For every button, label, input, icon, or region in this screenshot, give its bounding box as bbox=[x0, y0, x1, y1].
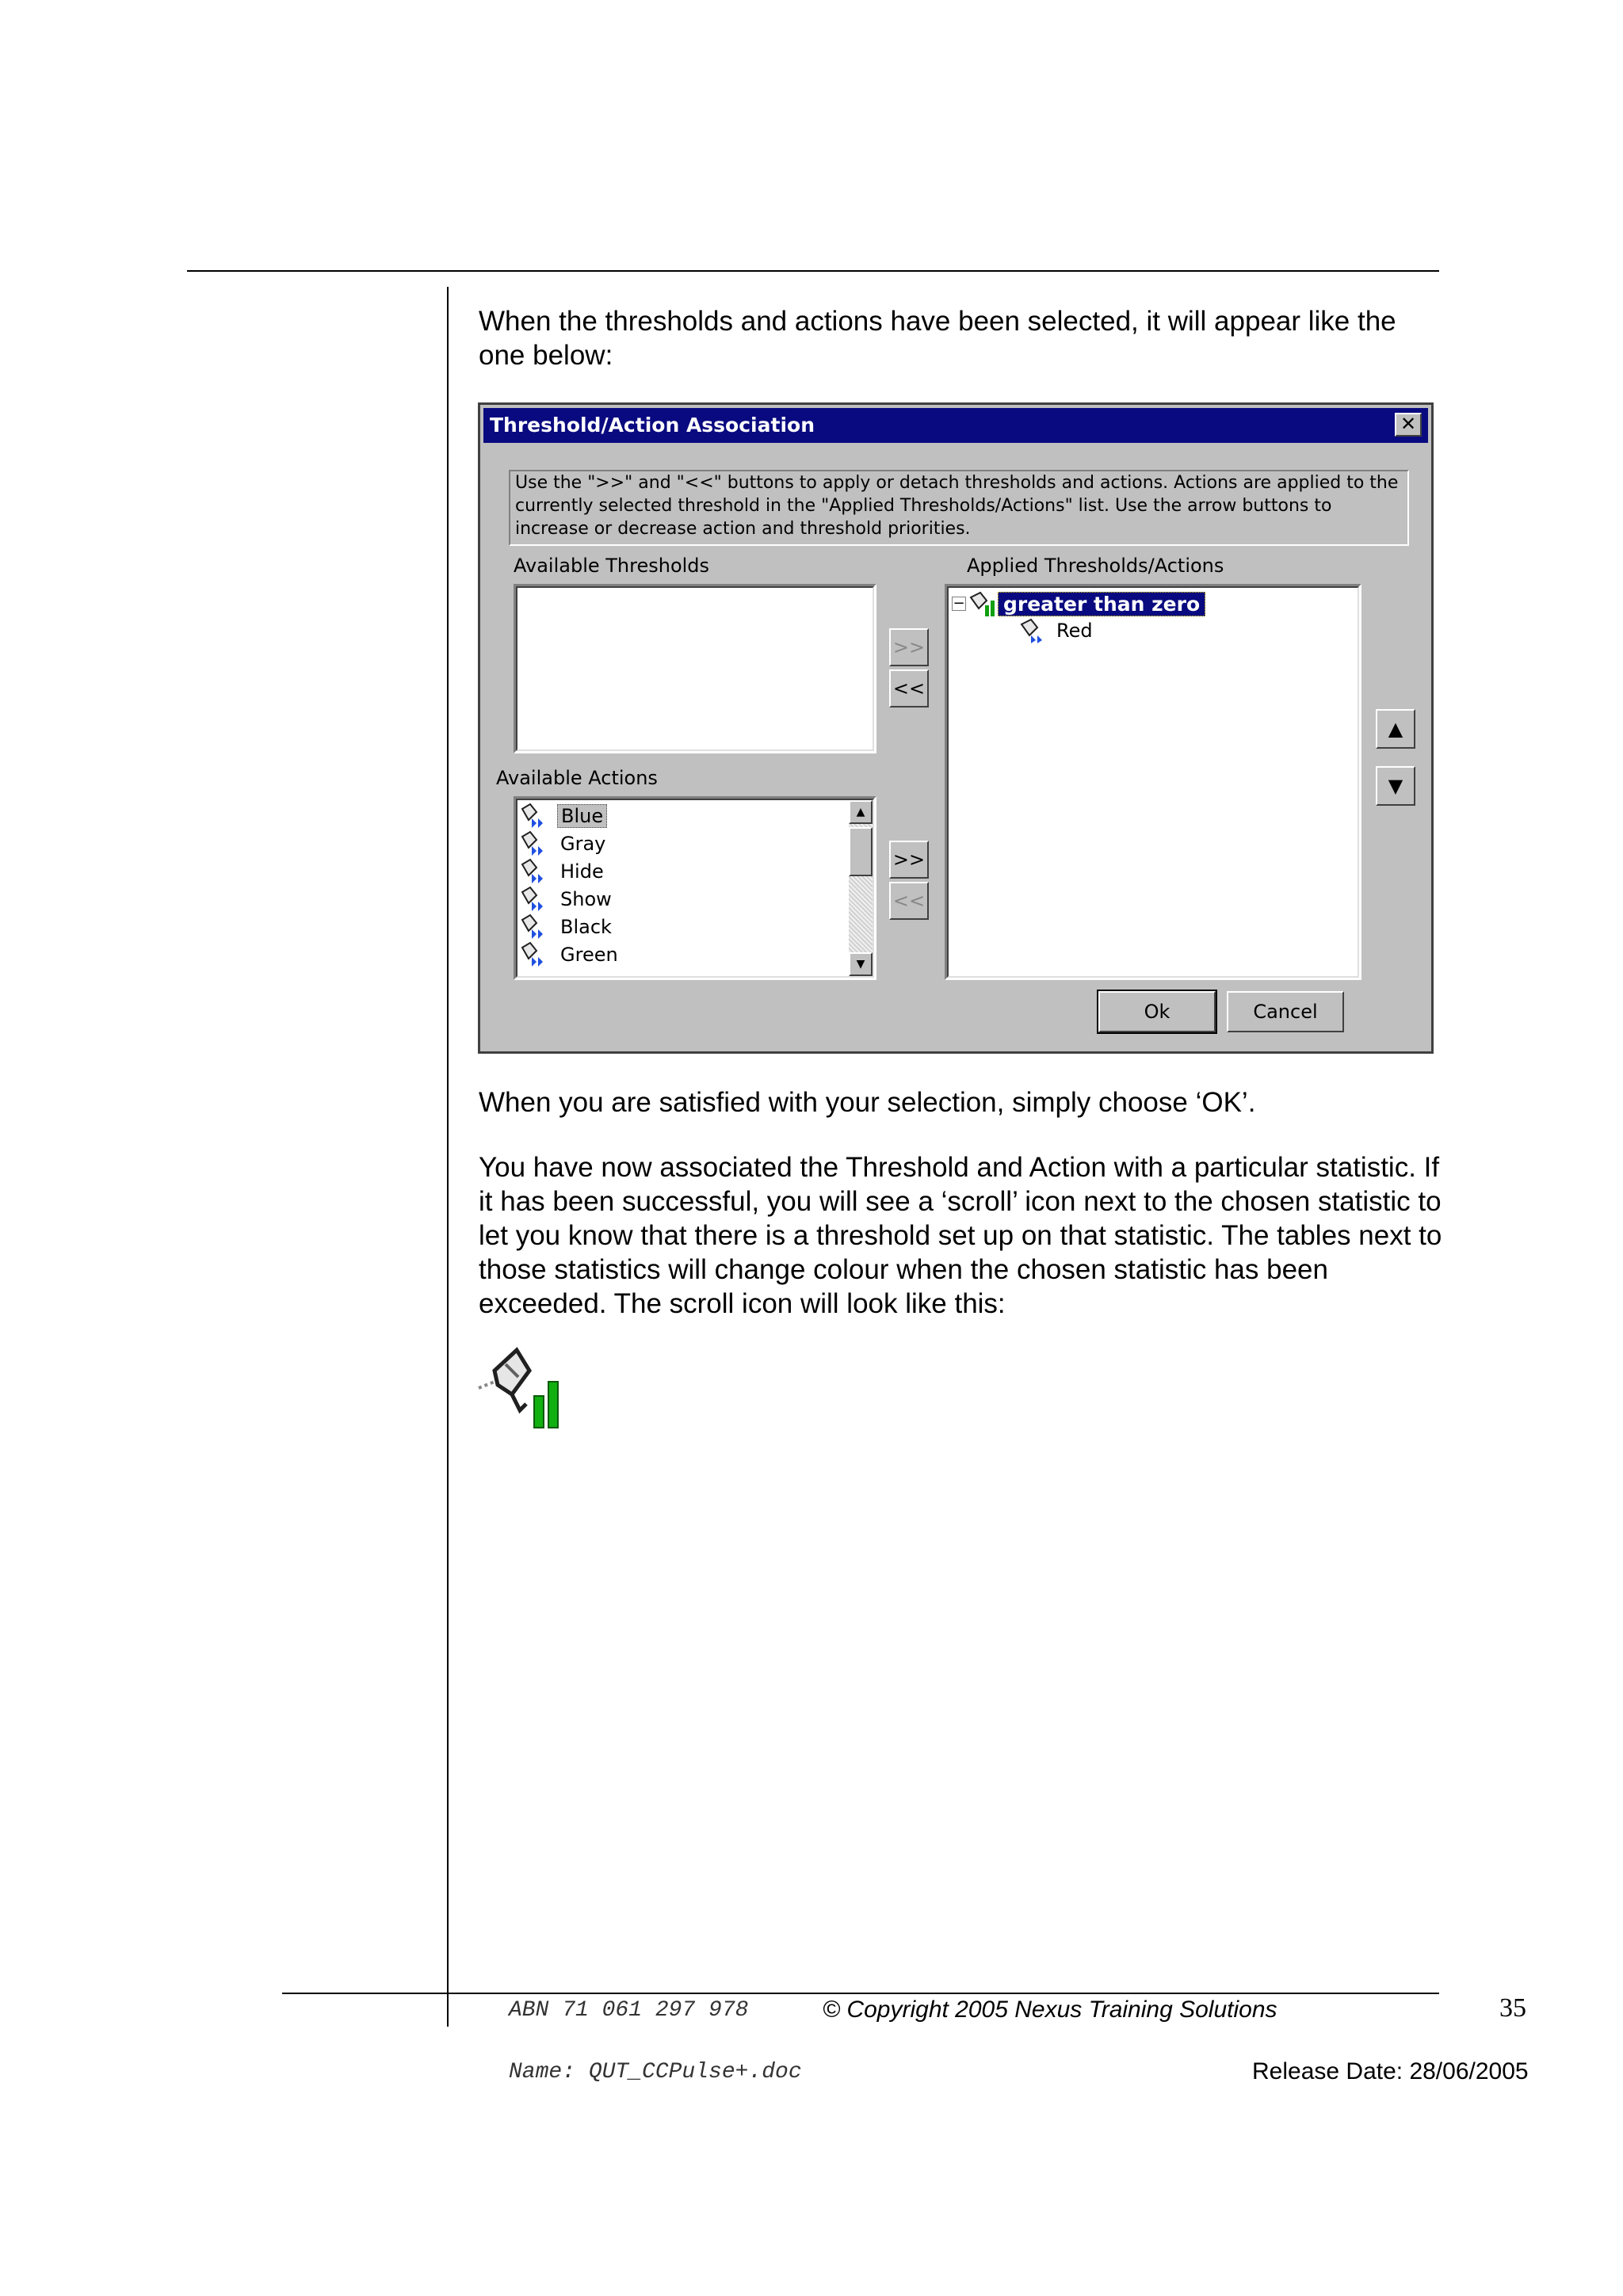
margin-rule bbox=[447, 287, 449, 2027]
action-list-item[interactable] bbox=[519, 885, 874, 913]
available-actions-label: Available Actions bbox=[496, 767, 658, 789]
available-thresholds-label: Available Thresholds bbox=[514, 555, 710, 577]
action-list-item[interactable] bbox=[519, 913, 874, 940]
page-number: 35 bbox=[1499, 1993, 1526, 2023]
action-list-item[interactable] bbox=[519, 940, 874, 968]
abn: ABN 71 061 297 978 bbox=[509, 1998, 749, 2023]
footer-rule bbox=[282, 1993, 1439, 1994]
dialog-title: Threshold/Action Association bbox=[490, 414, 815, 437]
close-icon: ✕ bbox=[1400, 413, 1417, 435]
instructions-text: Use the ">>" and "<<" buttons to apply or detach thresholds and actions. Actions are applied to the currently selected threshold in the "Applied Thresholds/Actions" list. Use the arrow buttons to increase or decrease action and threshold priorities. bbox=[509, 470, 1409, 546]
scroll-thumb[interactable] bbox=[849, 827, 873, 876]
tree-node-threshold-label: greater than zero bbox=[998, 592, 1205, 616]
action-scroll-icon bbox=[519, 858, 551, 885]
actions-scrollbar[interactable] bbox=[849, 800, 873, 976]
action-list-item-label: Gray bbox=[560, 832, 606, 855]
apply-threshold-button[interactable]: >> bbox=[889, 628, 929, 666]
associated-paragraph: You have now associated the Threshold and Action with a particular statistic. If it has been successful, you will see a ‘scroll’ icon next to the chosen statistic to let you know that there is a threshold set up on that statistic. The tables next to those statistics will change colour when the chosen statistic has been exceeded. The scroll icon will look like this: bbox=[479, 1152, 1442, 1319]
action-list-item[interactable] bbox=[519, 857, 874, 885]
release-date: Release Date: 28/06/2005 bbox=[1252, 2058, 1529, 2084]
action-scroll-icon bbox=[519, 803, 551, 830]
intro-paragraph: When the thresholds and actions have been selected, it will appear like the one below: bbox=[479, 306, 1396, 371]
action-list-item-label: Green bbox=[560, 943, 618, 966]
scroll-up-button[interactable] bbox=[849, 800, 873, 824]
tree-node-action-label: Red bbox=[1056, 620, 1093, 642]
action-scroll-icon bbox=[519, 941, 551, 968]
scroll-up-icon: ▲ bbox=[856, 806, 865, 818]
cancel-button[interactable]: Cancel bbox=[1227, 991, 1344, 1032]
filename: Name: QUT_CCPulse+.doc bbox=[509, 2060, 802, 2084]
ok-button[interactable]: Ok bbox=[1098, 991, 1216, 1032]
action-scroll-icon bbox=[519, 886, 551, 913]
action-list-item-label: Blue bbox=[557, 804, 607, 828]
copyright: © Copyright 2005 Nexus Training Solutions bbox=[823, 1997, 1277, 2023]
satisfied-paragraph: When you are satisfied with your selection, simply choose ‘OK’. bbox=[479, 1087, 1256, 1118]
apply-action-button[interactable]: >> bbox=[889, 841, 929, 879]
action-list-item[interactable] bbox=[519, 830, 874, 857]
scroll-icon bbox=[477, 1347, 572, 1434]
collapse-icon[interactable]: − bbox=[953, 595, 965, 612]
applied-label: Applied Thresholds/Actions bbox=[967, 555, 1224, 577]
up-arrow-icon: ▲ bbox=[1388, 718, 1403, 740]
move-up-button[interactable] bbox=[1376, 709, 1415, 749]
action-list-item[interactable] bbox=[519, 802, 874, 830]
scroll-down-button[interactable] bbox=[849, 952, 873, 976]
detach-threshold-button[interactable]: << bbox=[889, 669, 929, 707]
action-scroll-icon bbox=[519, 913, 551, 940]
action-list-item-label: Show bbox=[560, 887, 612, 910]
applied-tree[interactable] bbox=[945, 584, 1361, 980]
action-list-item-label: Black bbox=[560, 915, 612, 938]
tree-node-action[interactable] bbox=[1017, 616, 1093, 645]
move-down-button[interactable] bbox=[1376, 766, 1415, 806]
scroll-down-icon: ▼ bbox=[856, 958, 865, 971]
down-arrow-icon: ▼ bbox=[1388, 775, 1403, 797]
action-scroll-icon bbox=[1017, 616, 1048, 645]
close-button[interactable] bbox=[1395, 413, 1422, 437]
available-thresholds-list[interactable] bbox=[514, 584, 876, 753]
detach-action-button[interactable]: << bbox=[889, 882, 929, 920]
tree-node-threshold[interactable] bbox=[952, 589, 1205, 618]
available-actions-list[interactable] bbox=[514, 796, 876, 980]
action-scroll-icon bbox=[519, 830, 551, 857]
threshold-scroll-icon bbox=[966, 589, 998, 618]
header-rule bbox=[187, 270, 1439, 272]
action-list-item-label: Hide bbox=[560, 860, 604, 883]
threshold-action-dialog bbox=[478, 402, 1434, 1054]
dialog-titlebar bbox=[483, 408, 1428, 443]
